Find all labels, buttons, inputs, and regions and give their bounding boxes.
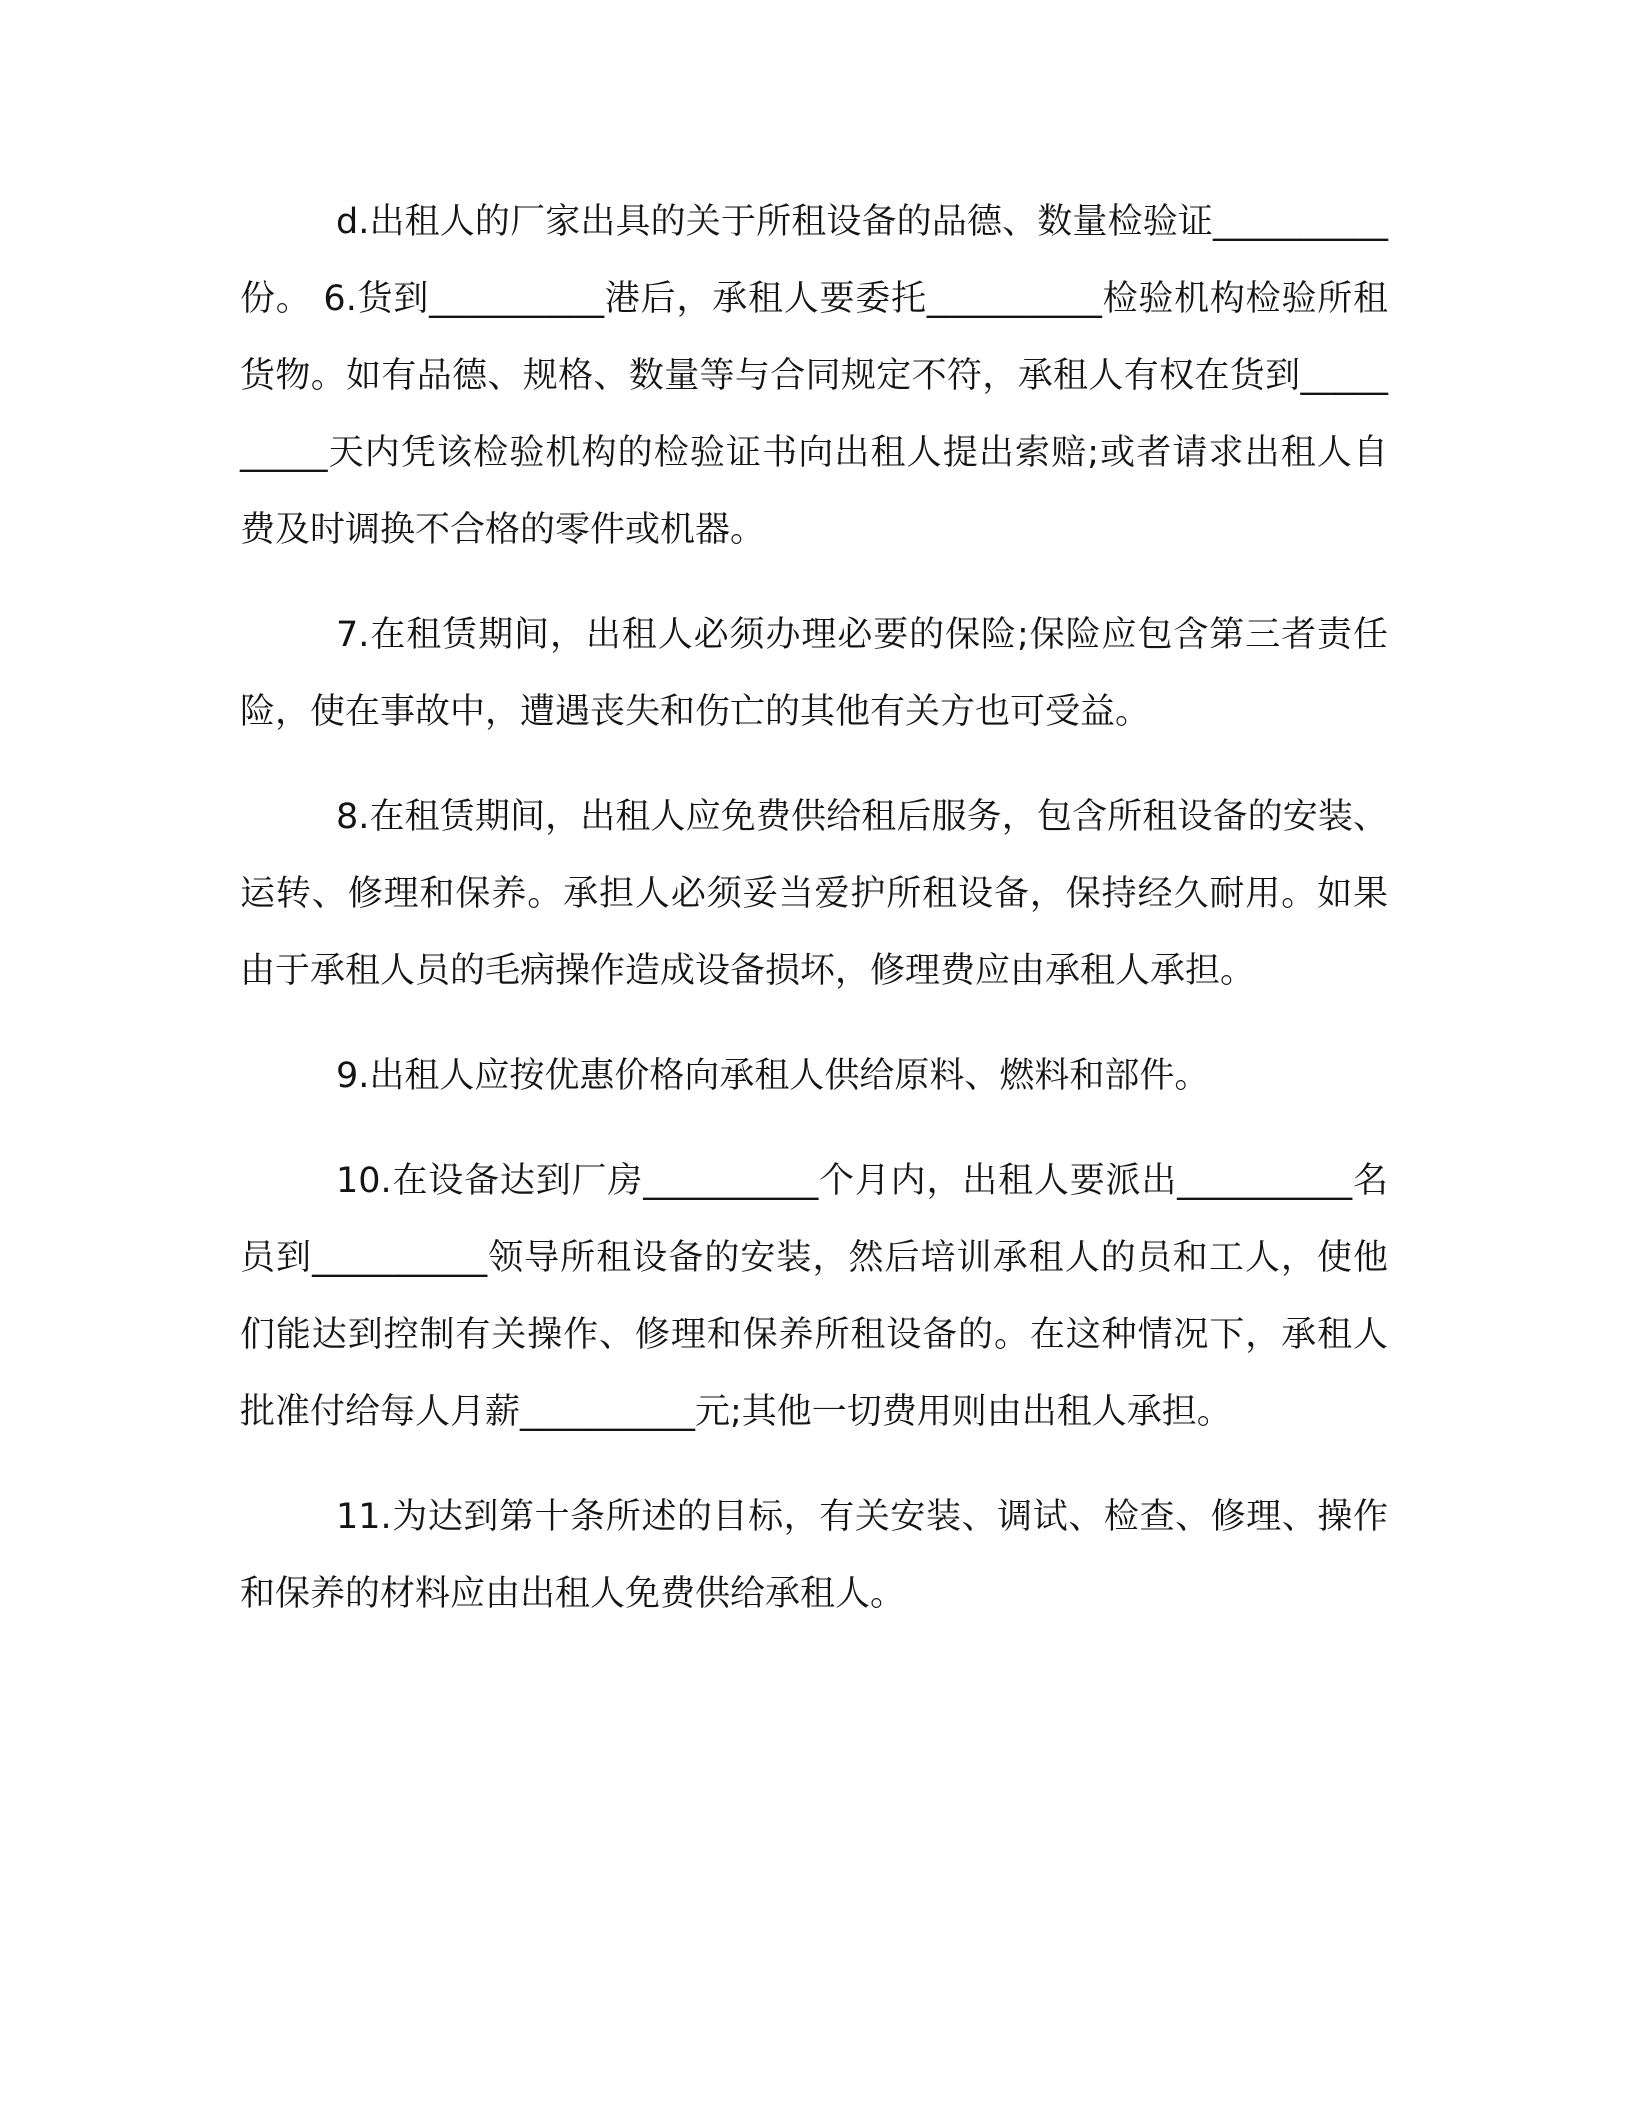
document-body — [240, 184, 1388, 1661]
paragraph-10: 10.在设备达到厂房__________个月内，出租人要派出__________名员到__________领导所租设备的安装，然后培训承租人的员和工人，使他们能达到控制有关操作、修理和保养所租设备的。在这种情况下，承租人批准付给每人月薪__________元;其他一切费用则由出租人承担。 — [240, 1161, 1388, 1432]
paragraph-11: 11.为达到第十条所述的目标，有关安装、调试、检查、修理、操作和保养的材料应由出租人免费供给承租人。 — [240, 1497, 1388, 1614]
paragraph-d: d.出租人的厂家出具的关于所租设备的品德、数量检验证__________份。 6.货到__________港后，承租人要委托__________检验机构检验所租货物。如有品德、规格、数量等与合同规定不符，承租人有权在货到__________天内凭该检验机构的检验证书向出租人提出索赔;或者请求出租人自费及时调换不合格的零件或机器。 — [240, 202, 1388, 550]
paragraph-8: 8.在租赁期间，出租人应免费供给租后服务，包含所租设备的安装、运转、修理和保养。承担人必须妥当爱护所租设备，保持经久耐用。如果由于承租人员的毛病操作造成设备损坏，修理费应由承租人承担。 — [240, 797, 1388, 991]
paragraph-7: 7.在租赁期间，出租人必须办理必要的保险;保险应包含第三者责任险，使在事故中，遭遇丧失和伤亡的其他有关方也可受益。 — [240, 615, 1388, 732]
paragraph-9: 9.出租人应按优惠价格向承租人供给原料、燃料和部件。 — [336, 1056, 1210, 1096]
